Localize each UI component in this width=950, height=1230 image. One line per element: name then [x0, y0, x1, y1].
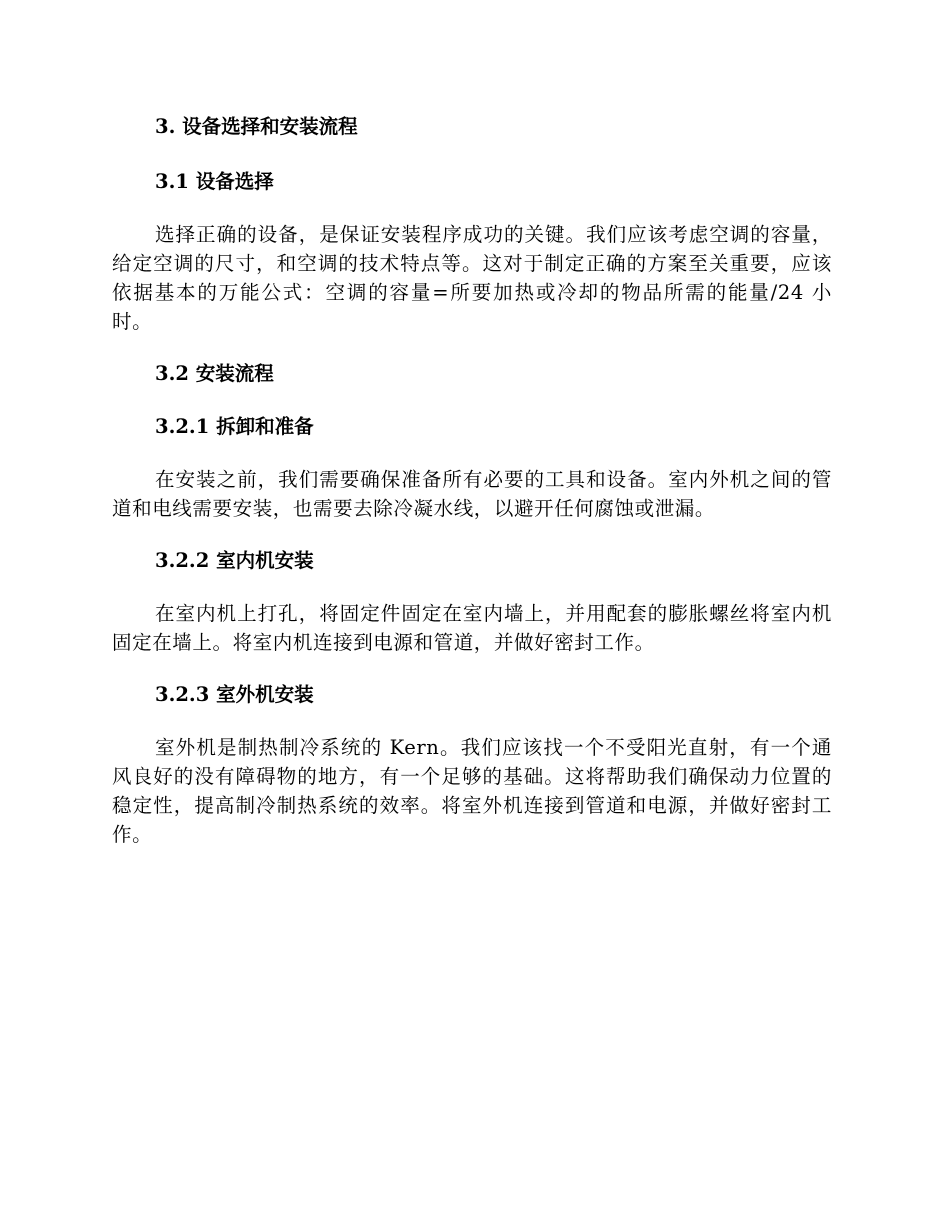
step-title-disassembly-preparation: 3.2.1 拆卸和准备	[155, 415, 314, 438]
spacer	[112, 442, 832, 465]
paragraph-outdoor-unit-installation: 室外机是制热制冷系统的 Kern。我们应该找一个不受阳光直射，有一个通风良好的没有障碍物的地方，有一个足够的基础。这将帮助我们确保动力位置的稳定性，提高制冷制热系统的效率。将室外机连接到管道和电源，并做好密封工作。	[112, 736, 832, 846]
subsection-title-equipment-selection: 3.1 设备选择	[155, 170, 274, 193]
spacer	[112, 197, 832, 220]
paragraph-equipment-selection: 选择正确的设备，是保证安装程序成功的关键。我们应该考虑空调的容量，给定空调的尺寸，和空调的技术特点等。这对于制定正确的方案至关重要，应该依据基本的万能公式：空调的容量=所要加热或冷却的物品所需的能量/24 小时。	[112, 223, 832, 333]
spacer	[112, 389, 832, 412]
subsection-title-installation-process: 3.2 安装流程	[155, 362, 274, 385]
spacer	[112, 142, 832, 167]
step-title-indoor-unit-installation: 3.2.2 室内机安装	[155, 549, 314, 572]
paragraph-disassembly-preparation: 在安装之前，我们需要确保准备所有必要的工具和设备。室内外机之间的管道和电线需要安装，也需要去除冷凝水线，以避开任何腐蚀或泄漏。	[112, 468, 832, 520]
section-title: 3. 设备选择和安装流程	[155, 115, 358, 138]
spacer	[112, 710, 832, 733]
paragraph-indoor-unit-installation: 在室内机上打孔，将固定件固定在室内墙上，并用配套的膨胀螺丝将室内机固定在墙上。将室内机连接到电源和管道，并做好密封工作。	[112, 602, 832, 654]
spacer	[112, 657, 832, 680]
spacer	[112, 336, 832, 359]
step-title-outdoor-unit-installation: 3.2.3 室外机安装	[155, 683, 314, 706]
spacer	[112, 523, 832, 546]
spacer	[112, 576, 832, 599]
